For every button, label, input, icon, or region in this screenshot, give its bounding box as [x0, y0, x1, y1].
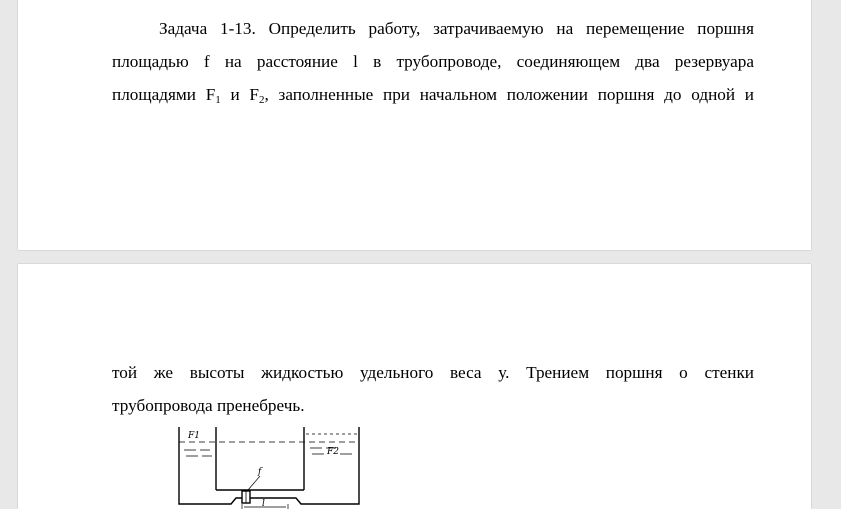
text-segment: площадями F	[112, 85, 216, 104]
label-f: f	[258, 467, 262, 477]
subscript: 1	[215, 94, 221, 106]
subscript: 2	[259, 94, 265, 106]
text-line: Задача 1-13. Определить работу, затрачиваемую на перемещение поршня	[159, 19, 754, 38]
label-f2: F2	[327, 447, 339, 457]
reservoir-piston-diagram	[176, 424, 371, 509]
text-line: площадью f на расстояние l в трубопроводе, соединяющем два резервуара	[112, 52, 754, 71]
problem-text	[112, 12, 754, 111]
l-dimension-line	[242, 504, 288, 509]
right-reservoir-wall	[304, 427, 359, 504]
text-line: трубопровода пренебречь.	[112, 396, 305, 415]
text-segment: и F	[220, 85, 259, 104]
document-page-1	[18, 0, 811, 250]
pipe-bottom-wall	[216, 498, 304, 504]
text-segment: , заполненные при начальном положении поршня до одной и	[264, 85, 754, 104]
problem-text-continued	[112, 356, 754, 422]
f-leader-line	[248, 476, 260, 490]
liquid-hatch-left	[184, 450, 212, 456]
text-line: той же высоты жидкостью удельного веса у. Трением поршня о стенки	[112, 363, 754, 382]
label-l: l	[262, 499, 265, 509]
label-f1: F1	[188, 431, 200, 441]
document-page-2	[18, 264, 811, 509]
text-line	[112, 78, 754, 111]
